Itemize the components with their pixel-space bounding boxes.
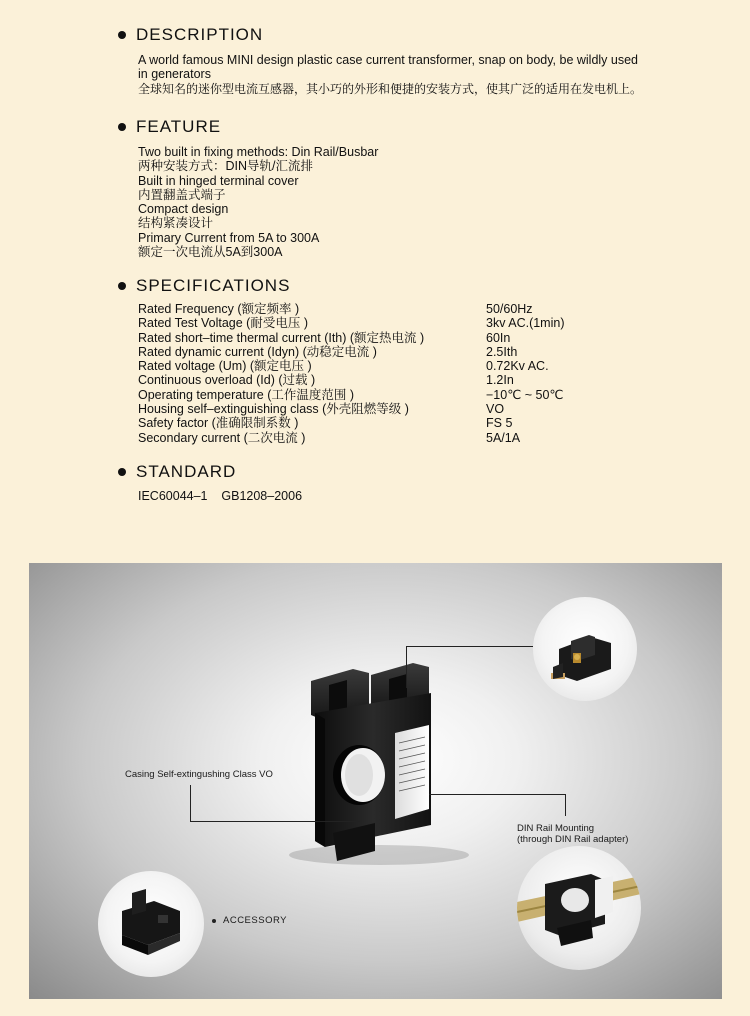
bullet-icon xyxy=(118,468,126,476)
spec-value: 2.5Ith xyxy=(486,344,518,359)
accessory-label xyxy=(212,915,287,926)
spec-label: Continuous overload (Id) (过载 ) xyxy=(138,373,316,388)
din-rail-label xyxy=(517,823,628,845)
description-line-cn: 全球知名的迷你型电流互感器，其小巧的外形和便捷的安装方式，使其广泛的适用在发电机上。 xyxy=(138,81,643,96)
spec-label: Rated dynamic current (Idyn) (动稳定电流 ) xyxy=(138,344,377,359)
spec-label: Housing self–extinguishing class (外壳阻燃等级 ) xyxy=(138,402,409,417)
product-photo-panel xyxy=(29,563,722,999)
bullet-icon xyxy=(118,31,126,39)
leader-line xyxy=(406,646,533,647)
leader-line xyxy=(406,646,407,688)
spec-value: FS 5 xyxy=(486,416,513,431)
din-adapter-icon xyxy=(98,871,204,977)
spec-row xyxy=(138,402,638,416)
specifications-table xyxy=(138,302,638,445)
spec-row xyxy=(138,431,638,445)
spec-label: Secondary current (二次电流 ) xyxy=(138,430,306,445)
din-rail-label-line: (through DIN Rail adapter) xyxy=(517,834,629,845)
spec-row xyxy=(138,359,638,373)
spec-row xyxy=(138,331,638,345)
leader-line xyxy=(190,785,191,821)
spec-value: 0.72Kv AC. xyxy=(486,359,549,374)
bullet-icon xyxy=(118,282,126,290)
spec-value: 60In xyxy=(486,330,511,345)
leader-line xyxy=(190,821,360,822)
feature-item: 两种安装方式：DIN导轨/汇流排 xyxy=(138,159,314,174)
din-rail-icon xyxy=(517,846,641,970)
spec-row xyxy=(138,373,638,387)
leader-line xyxy=(429,794,566,795)
casing-label: Casing Self-extingushing Class VO xyxy=(125,769,273,780)
description-body xyxy=(138,53,642,96)
spec-label: Rated voltage (Um) (额定电压 ) xyxy=(138,359,312,374)
feature-item: Built in hinged terminal cover xyxy=(138,173,299,188)
spec-label: Rated Frequency (额定频率 ) xyxy=(138,302,300,316)
spec-value: 1.2In xyxy=(486,373,514,388)
accessory-label-text: ACCESSORY xyxy=(223,915,287,926)
spec-label: Rated Test Voltage (耐受电压 ) xyxy=(138,316,308,331)
spec-value: 50/60Hz xyxy=(486,302,533,316)
description-line: A world famous MINI design plastic case current transformer, snap on body, be wildly used xyxy=(138,53,639,67)
standard-heading xyxy=(118,462,236,482)
accessory-image xyxy=(98,871,204,977)
din-rail-mounting-image xyxy=(517,846,641,970)
specifications-title: SPECIFICATIONS xyxy=(136,276,291,295)
spec-row xyxy=(138,316,638,330)
terminal-detail-icon xyxy=(533,597,637,701)
bullet-icon xyxy=(212,919,216,923)
feature-item: Two built in fixing methods: Din Rail/Busbar xyxy=(138,145,379,159)
spec-label: Rated short–time thermal current (Ith) (额定热电流 ) xyxy=(138,330,425,345)
feature-item: Primary Current from 5A to 300A xyxy=(138,230,320,245)
feature-title: FEATURE xyxy=(136,117,222,136)
feature-item: 额定一次电流从5A到300A xyxy=(138,245,283,260)
spec-row xyxy=(138,388,638,402)
feature-list xyxy=(138,145,378,259)
bullet-icon xyxy=(118,123,126,131)
spec-label: Safety factor (准确限制系数 ) xyxy=(138,416,299,431)
leader-line xyxy=(565,794,566,816)
description-line: in generators xyxy=(138,67,211,82)
feature-item: Compact design xyxy=(138,202,229,217)
feature-item: 内置翻盖式端子 xyxy=(138,187,226,202)
specifications-heading xyxy=(118,276,290,296)
spec-value: −10℃ ~ 50℃ xyxy=(486,387,564,402)
feature-heading xyxy=(118,117,221,137)
description-heading xyxy=(118,25,263,45)
spec-row xyxy=(138,416,638,430)
spec-value: VO xyxy=(486,402,505,417)
spec-value: 3kv AC.(1min) xyxy=(486,316,565,331)
description-title: DESCRIPTION xyxy=(136,25,264,44)
spec-row xyxy=(138,345,638,359)
spec-label: Operating temperature (工作温度范围 ) xyxy=(138,387,355,402)
spec-row xyxy=(138,302,638,316)
spec-value: 5A/1A xyxy=(486,430,521,445)
standard-title: STANDARD xyxy=(136,462,237,481)
feature-item: 结构紧凑设计 xyxy=(138,216,214,231)
standard-text: IEC60044–1 GB1208–2006 xyxy=(138,489,303,503)
din-rail-label-line: DIN Rail Mounting xyxy=(517,823,595,834)
terminal-cover-detail-image xyxy=(533,597,637,701)
